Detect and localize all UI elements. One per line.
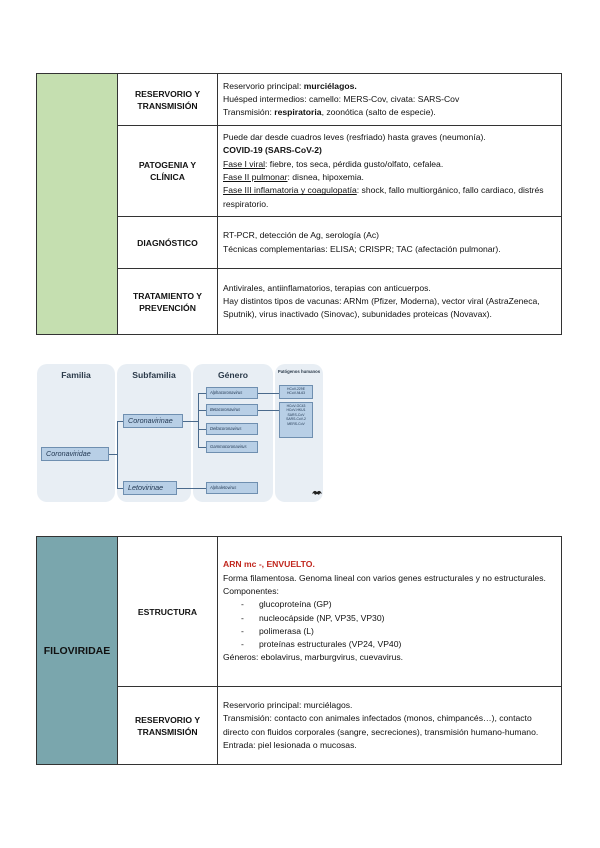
connector [177, 488, 206, 489]
genus-box: Gammacoronavirus [206, 441, 258, 453]
connector [198, 447, 206, 448]
subfamily-box: Coronavirinae [123, 414, 183, 428]
genero-header: Género [217, 370, 249, 380]
row-label: TRATAMIENTO Y PREVENCIÓN [118, 269, 218, 335]
green-side-cell [37, 74, 118, 335]
connector [198, 429, 206, 430]
genus-box: Betacoronavirus [206, 404, 258, 416]
row-content: Antivirales, antiinflamatorios, terapias con anticuerpos. Hay distintos tipos de vacunas: ARNm (Pfizer, Moderna), vector viral (AstraZeneca, Sputnik), virus inactivado (Sinovac), subunidades proteicas (Novavax). [218, 269, 562, 335]
list-item: - polimerasa (L) [241, 625, 556, 638]
connector [198, 410, 206, 411]
structure-headline: ARN mc -, ENVUELTO. [223, 559, 315, 570]
connector [109, 454, 117, 455]
connector [198, 393, 206, 394]
connector [117, 421, 118, 489]
subfamilia-header: Subfamilia [132, 370, 176, 380]
genus-box: Deltacoronavirus [206, 423, 258, 435]
family-box: Coronaviridae [41, 447, 109, 461]
pathogen-box: HCoV-229E HCoV-NL63 [279, 385, 313, 399]
genus-box: Alphacoronavirus [206, 387, 258, 399]
familia-header: Familia [61, 370, 91, 380]
genus-box: Alphaletovirus [206, 482, 258, 494]
row-label: RESERVORIO Y TRANSMISIÓN [118, 687, 218, 765]
row-label: PATOGENIA Y CLÍNICA [118, 126, 218, 217]
row-content: Reservorio principal: murciélagos. Transmisión: contacto con animales infectados (monos, chimpancés…), contacto directo con fluidos corporales (sangre, secreciones), transmisión humano-humano. Entrada: piel lesionada o mucosas. [218, 687, 562, 765]
coronaviridae-table [36, 73, 562, 335]
row-label: ESTRUCTURA [118, 537, 218, 687]
connector [258, 393, 279, 394]
components-list [241, 598, 556, 651]
subfamily-box: Letovirinae [123, 481, 177, 495]
row-label: RESERVORIO Y TRANSMISIÓN [118, 74, 218, 126]
row-content: RT-PCR, detección de Ag, serología (Ac) Técnicas complementarias: ELISA; CRISPR; TAC (afectación pulmonar). [218, 217, 562, 269]
bat-logo-icon [311, 486, 323, 498]
list-item: - proteínas estructurales (VP24, VP40) [241, 638, 556, 651]
row-content: Reservorio principal: murciélagos. Huésped intermedios: camello: MERS-Cov, civata: SARS-Cov Transmisión: respiratoria, zoonótica (salto de especie). [218, 74, 562, 126]
row-content: Puede dar desde cuadros leves (resfriado) hasta graves (neumonía). COVID-19 (SARS-CoV-2) Fase I viral: fiebre, tos seca, pérdida gusto/olfato, cefalea. Fase II pulmonar: disnea, hipoxemia. Fase III inflamatoria y coagulopatía: shock, fallo multiorgánico, fallo cardiaco, distrés respiratorio. [218, 126, 562, 217]
coronaviridae-taxonomy-figure [37, 362, 325, 504]
filoviridae-side-cell: FILOVIRIDAE [37, 537, 118, 765]
patogenos-header: Patógenos humanos [277, 369, 321, 374]
list-item: - nucleocápside (NP, VP35, VP30) [241, 612, 556, 625]
connector [198, 393, 199, 448]
connector [183, 421, 198, 422]
row-label: DIAGNÓSTICO [118, 217, 218, 269]
familia-panel [37, 364, 115, 502]
connector [258, 410, 279, 411]
list-item: - glucoproteína (GP) [241, 598, 556, 611]
filoviridae-table [36, 536, 562, 765]
pathogen-box: HCoV-OC43 HCoV-HKU1 SARS-CoV SARS-CoV-2 MERS-CoV [279, 402, 313, 438]
row-content: ARN mc -, ENVUELTO. Forma filamentosa. Genoma lineal con varios genes estructurales y no estructurales. Componentes: - glucoproteína (GP) - nucleocápside (NP, VP35, VP30) - polimerasa (L) - proteínas estructurales (VP24, VP40) Géneros: ebolavirus, marburgvirus, cuevavirus. [218, 537, 562, 687]
